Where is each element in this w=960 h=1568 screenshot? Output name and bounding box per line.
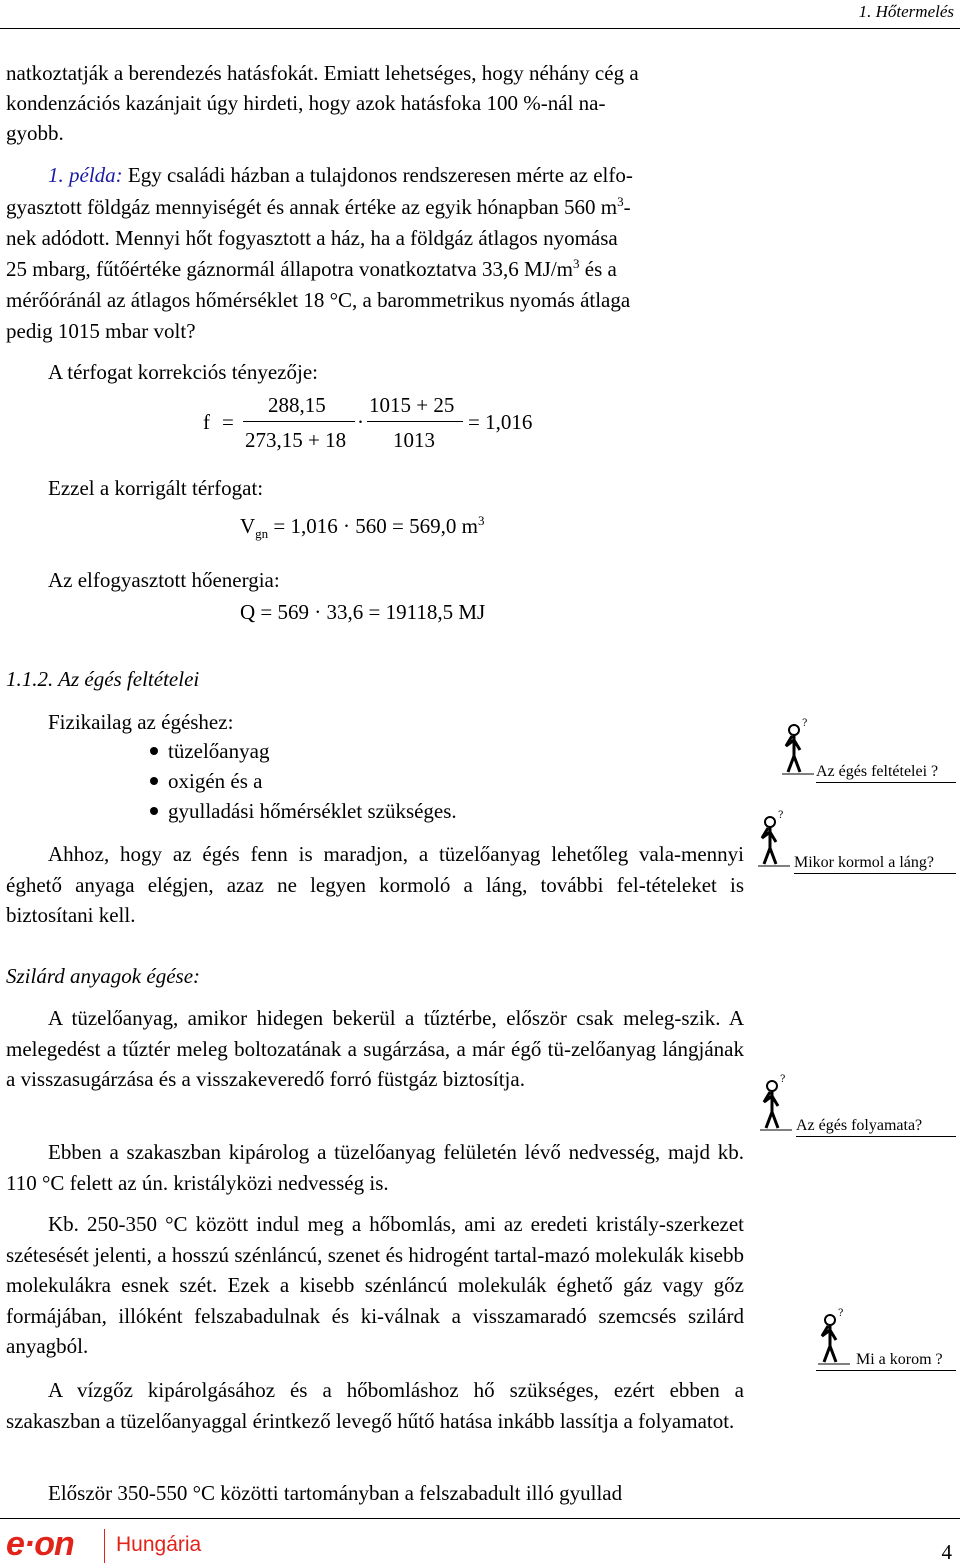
volume-sup: 3	[477, 513, 485, 528]
footer-divider	[0, 1518, 960, 1519]
denominator-1: 273,15 + 18	[245, 428, 347, 452]
example-text-4b: és a	[579, 257, 617, 281]
volume-label: Ezzel a korrigált térfogat:	[48, 476, 264, 500]
thinking-figure-icon	[758, 1072, 794, 1134]
logo-country: Hungária	[116, 1533, 202, 1556]
bullet-item-3: gyulladási hőmérséklet szükséges.	[168, 799, 457, 823]
side-note-1: Az égés feltételei ?	[816, 763, 939, 780]
thinking-figure-icon	[780, 716, 816, 778]
svg-text:?: ?	[838, 1308, 844, 1319]
thinking-figure-icon	[816, 1306, 852, 1368]
section-lead: Fizikailag az égéshez:	[48, 710, 234, 734]
chapter-title: 1. Hőtermelés	[858, 2, 954, 21]
multiply-dot: ·	[357, 410, 364, 434]
numerator-2: 1015 + 25	[369, 393, 455, 417]
example-line-4	[6, 254, 617, 284]
intro-line-2: kondenzációs kazánjait úgy hirdeti, hogy azok hatásfoka 100 %-nál na-	[6, 91, 606, 115]
example-text-4: 25 mbarg, fűtőértéke gáznormál állapotra vonatkoztatva 33,6 MJ/m	[6, 257, 574, 281]
volume-formula	[240, 514, 484, 542]
correction-result: = 1,016	[468, 410, 533, 434]
side-note-rule	[796, 1136, 956, 1137]
intro-line-1: natkoztatják a berendezés hatásfokát. Emiatt lehetséges, hogy néhány cég a	[6, 61, 639, 85]
section-paragraph: Ahhoz, hogy az égés fenn is maradjon, a tüzelőanyag lehetőleg vala-mennyi éghető anyaga elégjen, azaz ne legyen kormoló a láng, további fel-tételeket is biztosítani kell.	[6, 842, 744, 927]
side-note-rule	[816, 1370, 956, 1371]
bullet-icon	[150, 807, 158, 815]
equals: =	[222, 410, 234, 434]
example-line-1	[48, 160, 633, 190]
section-title: 1.1.2. Az égés feltételei	[6, 667, 200, 691]
bullet-item-1: tüzelőanyag	[168, 739, 270, 763]
bullet-item-2: oxigén és a	[168, 769, 263, 793]
side-note-rule	[816, 782, 956, 783]
side-note-3: Az égés folyamata?	[796, 1117, 923, 1134]
example-line-5: mérőóránál az átlagos hőmérséklet 18 °C, a barommetrikus nyomás átlaga	[6, 288, 631, 312]
eon-logo: e·on	[6, 1525, 74, 1563]
example-line-2	[6, 192, 631, 222]
heat-formula: Q = 569 · 33,6 = 19118,5 MJ	[240, 600, 486, 624]
svg-text:?: ?	[778, 810, 784, 821]
cubic-sup-2: 3	[573, 256, 580, 271]
solids-paragraph-1: A tüzelőanyag, amikor hidegen bekerül a tűztérbe, először csak meleg-szik. A melegedést a tűztér meleg boltozatának a sugárzása, a már égő tü-zelőanyag lángjának a visszasugárzása és a visszakeveredő forró füstgáz biztosítja.	[6, 1006, 744, 1091]
svg-text:?: ?	[802, 718, 808, 729]
example-text-1: Egy családi házban a tulajdonos rendszeresen mérte az elfo-	[122, 163, 633, 187]
svg-text:?: ?	[780, 1074, 786, 1085]
logo-separator	[104, 1529, 105, 1563]
fraction-bar-2	[367, 421, 463, 422]
f-symbol: f	[203, 410, 210, 434]
volume-symbol: V	[240, 514, 256, 538]
volume-expression: = 1,016 · 560 = 569,0 m	[273, 514, 478, 538]
example-line-3: nek adódott. Mennyi hőt fogyasztott a ház, ha a földgáz átlagos nyomása	[6, 226, 618, 250]
solids-paragraph-2: Ebben a szakaszban kipárolog a tüzelőanyag felületén lévő nedvesség, majd kb. 110 °C felett az ún. kristályközi nedvesség is.	[6, 1140, 744, 1195]
thinking-figure-icon	[756, 808, 792, 870]
bullet-icon	[150, 777, 158, 785]
example-line-6: pedig 1015 mbar volt?	[6, 319, 196, 343]
solids-paragraph-4: A vízgőz kipárolgásához és a hőbomláshoz hő szükséges, ezért ebben a szakaszban a tüzelőanyaggal érintkező levegő hűtő hatása inkább lassítja a folyamatot.	[6, 1378, 744, 1433]
heat-label: Az elfogyasztott hőenergia:	[48, 568, 280, 592]
intro-line-3: gyobb.	[6, 121, 64, 145]
cubic-sup: 3	[617, 194, 624, 209]
header-divider	[0, 28, 960, 29]
side-note-rule	[794, 873, 956, 874]
solids-paragraph-5: Először 350-550 °C közötti tartományban a felszabadult illó gyullad	[48, 1481, 623, 1505]
fraction-bar-1	[243, 421, 355, 422]
example-label: 1. példa:	[48, 163, 123, 187]
side-note-2: Mikor kormol a láng?	[794, 854, 934, 871]
hyphen: -	[623, 195, 631, 219]
denominator-2: 1013	[393, 428, 435, 452]
page-number: 4	[941, 1540, 952, 1564]
example-text-2: gyasztott földgáz mennyiségét és annak értéke az egyik hónapban 560 m	[6, 195, 618, 219]
correction-label: A térfogat korrekciós tényezője:	[48, 360, 318, 384]
solids-paragraph-3: Kb. 250-350 °C között indul meg a hőbomlás, ami az eredeti kristály-szerkezet szétesését jelenti, a hosszú szénláncú, szenet és hidrogént tartal-mazó molekulák kisebb molekulákra esnek szét. Ezek a kisebb szénláncú molekulák éghető gáz vagy gőz formájában, illóként felszabadulnak és ki-válnak a visszamaradó szemcsés szilárd anyagból.	[6, 1212, 744, 1358]
side-note-4: Mi a korom ?	[856, 1351, 943, 1368]
numerator-1: 288,15	[268, 393, 326, 417]
bullet-icon	[150, 747, 158, 755]
volume-subscript: gn	[255, 526, 269, 542]
solids-title: Szilárd anyagok égése:	[6, 964, 201, 988]
